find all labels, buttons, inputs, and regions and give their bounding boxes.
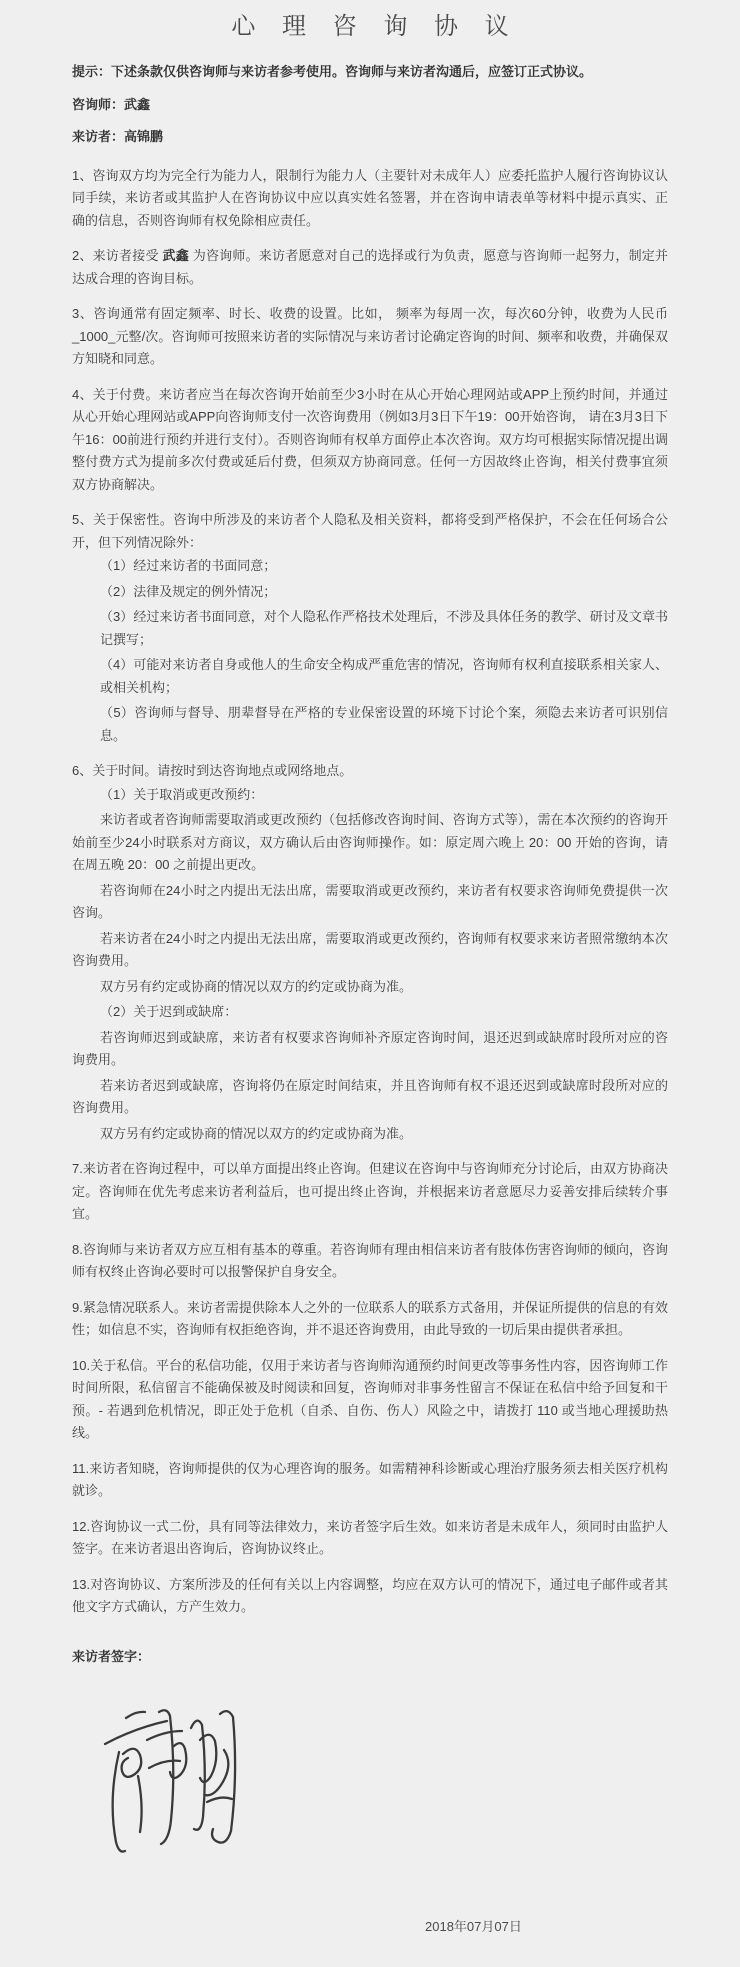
sub-item: （4）可能对来访者自身或他人的生命安全构成严重危害的情况，咨询师有权利直接联系相关家人、或相关机构； [100, 657, 668, 695]
clause-paragraph: 6、关于时间。请按时到达咨询地点或网络地点。 [72, 763, 353, 778]
sub-item: （1）关于取消或更改预约： [100, 786, 264, 802]
bold-text: 武鑫 [162, 248, 189, 263]
clause-paragraph: 若来访者在24小时之内提出无法出席，需要取消或更改预约，咨询师有权要求来访者照常缴纳本次咨询费用。 [72, 930, 668, 968]
clause-paragraph: 9.紧急情况联系人。来访者需提供除本人之外的一位联系人的联系方式备用，并保证所提供的信息的有效性；如信息不实，咨询师有权拒绝咨询，并不退还咨询费用，由此导致的一切后果由提供者承担。 [72, 1299, 668, 1337]
clause-paragraph: 1、咨询双方均为完全行为能力人，限制行为能力人（主要针对未成年人）应委托监护人履行咨询协议认同手续，来访者或其监护人在咨询协议中应以真实姓名签署，并在咨询申请表单等材料中提示真实、正确的信息，否则咨询师有权免除相应责任。 [72, 167, 668, 228]
clause-paragraph: 10.关于私信。平台的私信功能，仅用于来访者与咨询师沟通预约时间更改等事务性内容，因咨询师工作时间所限，私信留言不能确保被及时阅读和回复，咨询师对非事务性留言不保证在私信中给予回复和干预。- 若遇到危机情况，即正处于危机（自杀、自伤、伤人）风险之中，请拨打 110 或当地心理援助热线。 [72, 1357, 668, 1440]
clause-paragraph: 若咨询师迟到或缺席，来访者有权要求咨询师补齐原定咨询时间，退还迟到或缺席时段所对应的咨询费用。 [72, 1029, 668, 1067]
clause-paragraph: 13.对咨询协议、方案所涉及的任何有关以上内容调整，均应在双方认可的情况下，通过电子邮件或者其他文字方式确认，方产生效力。 [72, 1576, 668, 1614]
clause-paragraph: 4、关于付费。来访者应当在每次咨询开始前至少3小时在从心开始心理网站或APP上预约时间，并通过从心开始心理网站或APP向咨询师支付一次咨询费用（例如3月3日下午19：00开始咨询， 请在3月3日下午16：00前进行预约并进行支付）。否则咨询师有权单方面停止本次咨询。双方均可根据实际情况提出调整付费方式为提前多次付费或延后付费，但须双方协商同意。任何一方因故终止咨询，相关付费事宜须双方协商解决。 [72, 386, 668, 492]
sub-item: （2）法律及规定的例外情况； [100, 583, 277, 599]
clause-paragraph: 若咨询师在24小时之内提出无法出席，需要取消或更改预约，来访者有权要求咨询师免费提供一次咨询。 [72, 882, 668, 920]
agreement-date: 2018年07月07日 [425, 1919, 522, 1934]
handwritten-signature [102, 1704, 252, 1856]
clause-paragraph: 11.来访者知晓，咨询师提供的仅为心理咨询的服务。如需精神科诊断或心理治疗服务须去相关医疗机构就诊。 [72, 1460, 668, 1498]
counselor-line: 咨询师：武鑫 [72, 96, 151, 112]
signature-label: 来访者签字： [72, 1648, 151, 1664]
sub-item: （5）咨询师与督导、朋辈督导在严格的专业保密设置的环境下讨论个案，须隐去来访者可识别信息。 [100, 705, 668, 743]
clause-paragraph: 双方另有约定或协商的情况以双方的约定或协商为准。 [100, 1125, 413, 1141]
clause-paragraph: 若来访者迟到或缺席，咨询将仍在原定时间结束，并且咨询师有权不退还迟到或缺席时段所对应的咨询费用。 [72, 1077, 668, 1115]
signature-area [102, 1704, 252, 1856]
agreement-body [72, 165, 668, 1619]
text-segment: 2、来访者接受 [72, 248, 163, 263]
notice-line: 提示：下述条款仅供咨询师与来访者参考使用。咨询师与来访者沟通后，应签订正式协议。 [72, 64, 593, 79]
clause-paragraph: 来访者或者咨询师需要取消或更改预约（包括修改咨询时间、咨询方式等），需在本次预约的咨询开始前至少24小时联系对方商议，双方确认后由咨询师操作。如：原定周六晚上 20：00 开始的咨询，请在周五晚 20：00 之前提出更改。 [72, 812, 668, 872]
clause-paragraph: 7.来访者在咨询过程中，可以单方面提出终止咨询。但建议在咨询中与咨询师充分讨论后，由双方协商决定。咨询师在优先考虑来访者利益后，也可提出终止咨询，并根据来访者意愿尽力妥善安排后续转介事宜。 [72, 1161, 668, 1221]
clause-paragraph: 3、咨询通常有固定频率、时长、收费的设置。比如， 频率为每周一次，每次60分钟，收费为人民币_1000_元整/次。咨询师可按照来访者的实际情况与来访者讨论确定咨询的时间、频率和收费，并确保双方知晓和同意。 [72, 306, 668, 366]
sub-item: （3）经过来访者书面同意，对个人隐私作严格技术处理后，不涉及具体任务的教学、研讨及文章书记撰写； [100, 609, 668, 647]
clause-paragraph: 12.咨询协议一式二份，具有同等法律效力，来访者签字后生效。如来访者是未成年人，须同时由监护人签字。在来访者退出咨询后，咨询协议终止。 [72, 1518, 668, 1556]
agreement-content [72, 61, 668, 1856]
sub-item: （2）关于迟到或缺席： [100, 1004, 238, 1019]
text-segment: 为咨询师。来访者愿意对自己的选择或行为负责，愿意与咨询师一起努力，制定并达成合理的咨询目标。 [72, 248, 668, 286]
clause-paragraph: 8.咨询师与来访者双方应互相有基本的尊重。若咨询师有理由相信来访者有肢体伤害咨询师的倾向，咨询师有权终止咨询必要时可以报警保护自身安全。 [72, 1241, 668, 1279]
clause-paragraph: 5、关于保密性。咨询中所涉及的来访者个人隐私及相关资料，都将受到严格保护，不会在任何场合公开，但下列情况除外： [72, 512, 668, 550]
clause-paragraph: 双方另有约定或协商的情况以双方的约定或协商为准。 [100, 978, 413, 994]
page-title: 心 理 咨 询 协 议 [231, 13, 519, 40]
sub-item: （1）经过来访者的书面同意； [100, 558, 277, 573]
clause-paragraph [72, 245, 668, 290]
visitor-line: 来访者：高锦鹏 [72, 129, 164, 144]
